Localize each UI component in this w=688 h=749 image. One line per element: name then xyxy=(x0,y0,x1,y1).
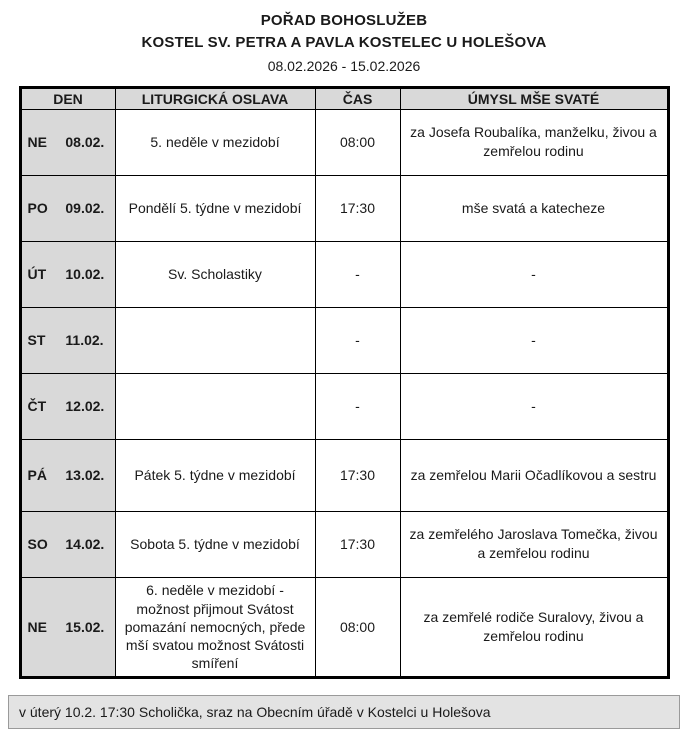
time-cell: 17:30 xyxy=(315,175,400,241)
column-header-cas: ČAS xyxy=(315,87,400,109)
day-cell xyxy=(20,439,115,511)
time-cell: - xyxy=(315,373,400,439)
day-cell xyxy=(20,241,115,307)
day-abbr: ÚT xyxy=(27,266,47,283)
day-date: 12.02. xyxy=(65,398,105,415)
time-cell: - xyxy=(315,307,400,373)
time-cell: - xyxy=(315,241,400,307)
day-date: 11.02. xyxy=(65,332,104,349)
day-abbr: NE xyxy=(27,618,47,635)
table-row xyxy=(20,577,668,677)
table-row xyxy=(20,439,668,511)
intention-cell: - xyxy=(400,307,668,373)
celebration-cell: Pátek 5. týdne v mezidobí xyxy=(115,439,315,511)
schedule-body xyxy=(20,109,668,677)
column-header-umysl: ÚMYSL MŠE SVATÉ xyxy=(400,87,668,109)
day-cell xyxy=(20,373,115,439)
page-title: POŘAD BOHOSLUŽEB xyxy=(260,12,428,29)
day-cell xyxy=(20,109,115,175)
day-date: 08.02. xyxy=(65,134,105,151)
day-date: 09.02. xyxy=(65,200,105,217)
day-date: 14.02. xyxy=(65,536,105,553)
schedule-header-row xyxy=(20,87,668,109)
celebration-cell: Pondělí 5. týdne v mezidobí xyxy=(115,175,315,241)
day-abbr: PO xyxy=(27,200,48,217)
table-row xyxy=(20,511,668,577)
footer-note: v úterý 10.2. 17:30 Scholička, sraz na Obecním úřadě v Kostelci u Holešova xyxy=(8,695,680,729)
celebration-cell xyxy=(115,307,315,373)
day-cell xyxy=(20,577,115,677)
celebration-cell xyxy=(115,373,315,439)
day-date: 15.02. xyxy=(65,618,105,635)
intention-cell: - xyxy=(400,373,668,439)
intention-cell: za Josefa Roubalíka, manželku, živou a zemřelou rodinu xyxy=(400,109,668,175)
time-cell: 17:30 xyxy=(315,439,400,511)
table-row xyxy=(20,241,668,307)
table-row xyxy=(20,373,668,439)
day-abbr: NE xyxy=(27,134,47,151)
intention-cell: za zemřelého Jaroslava Tomečka, živou a zemřelou rodinu xyxy=(400,511,668,577)
column-header-den: DEN xyxy=(20,87,115,109)
church-name: KOSTEL SV. PETRA A PAVLA KOSTELEC U HOLEŠOVA xyxy=(141,33,547,51)
celebration-cell: Sv. Scholastiky xyxy=(115,241,315,307)
column-header-liturgicka-oslava: LITURGICKÁ OSLAVA xyxy=(115,87,315,109)
day-date: 10.02. xyxy=(65,266,105,283)
table-row xyxy=(20,175,668,241)
date-range: 08.02.2026 - 15.02.2026 xyxy=(267,57,421,74)
day-cell xyxy=(20,511,115,577)
day-abbr: ČT xyxy=(27,398,47,415)
intention-cell: za zemřelou Marii Očadlíkovou a sestru xyxy=(400,439,668,511)
day-cell xyxy=(20,175,115,241)
time-cell: 08:00 xyxy=(315,577,400,677)
document-header xyxy=(0,10,688,76)
day-abbr: PÁ xyxy=(27,467,47,484)
time-cell: 08:00 xyxy=(315,109,400,175)
table-row xyxy=(20,307,668,373)
time-cell: 17:30 xyxy=(315,511,400,577)
intention-cell: za zemřelé rodiče Suralovy, živou a zemřelou rodinu xyxy=(400,577,668,677)
day-abbr: SO xyxy=(27,536,48,553)
intention-cell: - xyxy=(400,241,668,307)
day-date: 13.02. xyxy=(65,467,105,484)
table-row xyxy=(20,109,668,175)
intention-cell: mše svatá a katecheze xyxy=(400,175,668,241)
schedule-table xyxy=(19,86,670,679)
celebration-cell: Sobota 5. týdne v mezidobí xyxy=(115,511,315,577)
day-cell xyxy=(20,307,115,373)
day-abbr: ST xyxy=(27,332,46,349)
celebration-cell: 6. neděle v mezidobí - možnost přijmout Svátost pomazání nemocných, přede mší svatou možnost Svátosti smíření xyxy=(115,577,315,677)
celebration-cell: 5. neděle v mezidobí xyxy=(115,109,315,175)
